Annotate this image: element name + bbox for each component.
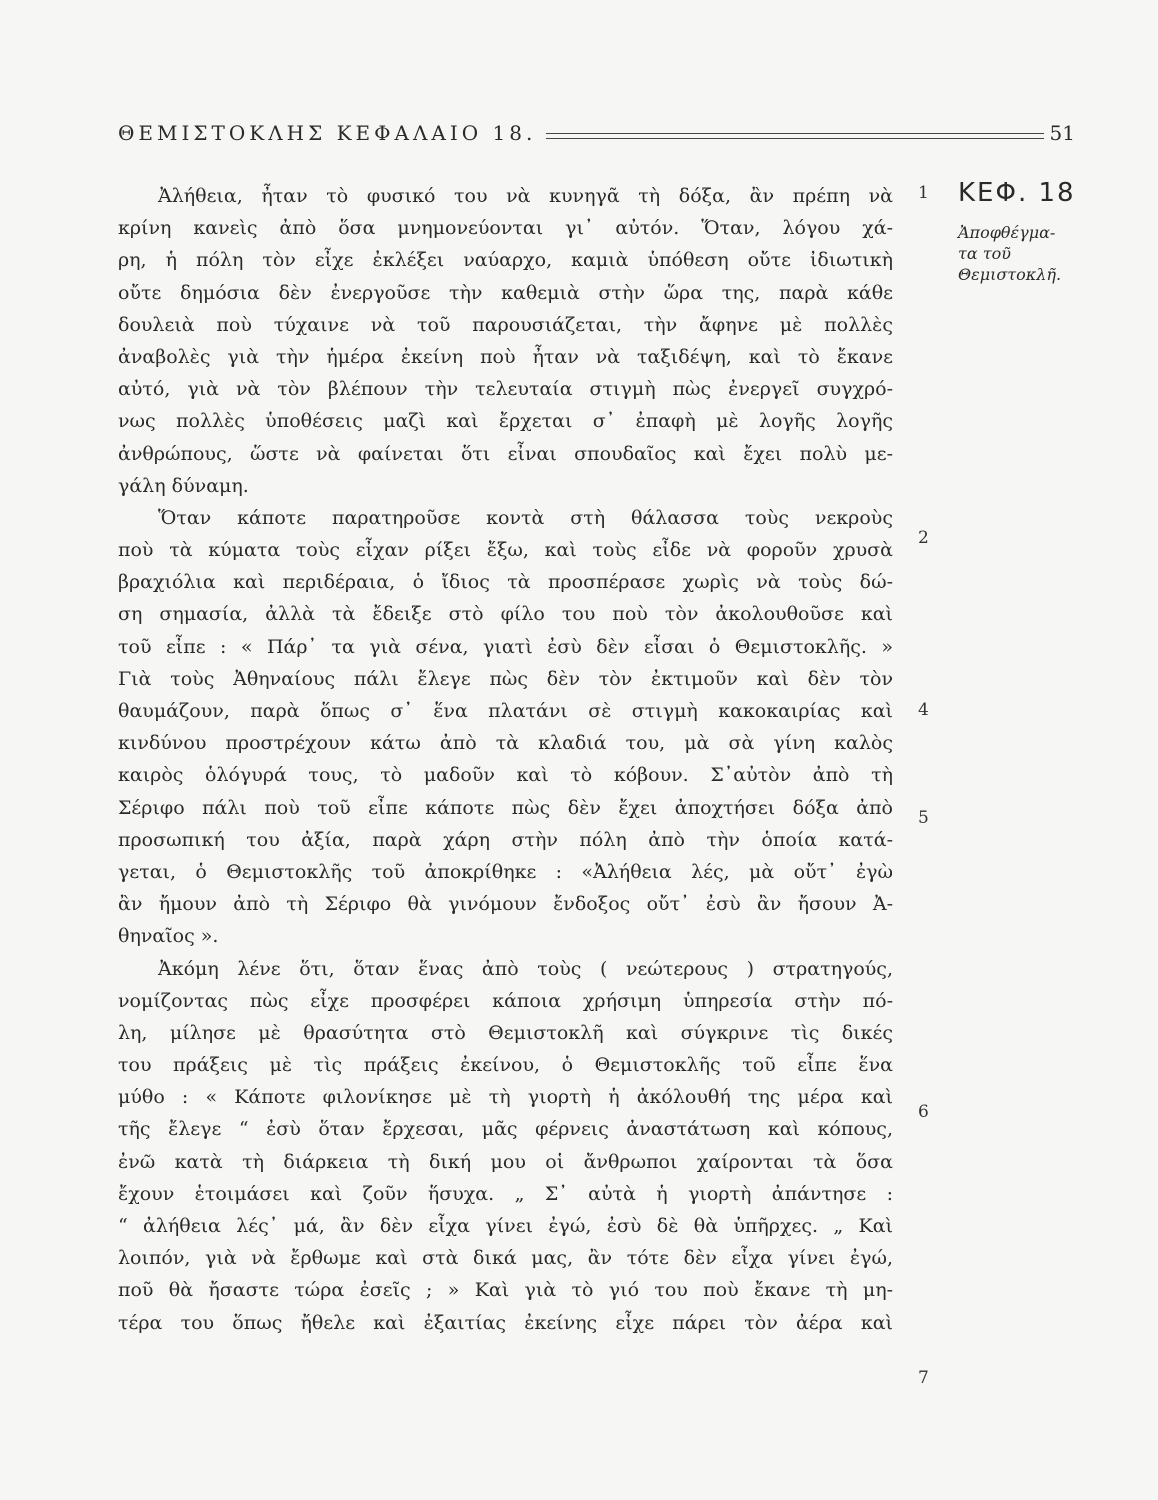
text-line: ἔχουν ἑτοιμάσει καὶ ζοῦν ἥσυχα. „ Σ᾽ αὐτὰ ἡ γιορτὴ ἀπάντησε : [118, 1182, 893, 1205]
text-line: γάλη δύναμη. [118, 474, 249, 497]
text-line: ποὺ τὰ κύματα τοὺς εἶχαν ρίξει ἔξω, καὶ τοὺς εἶδε νὰ φοροῦν χρυσὰ [118, 539, 893, 562]
text-line: γεται, ὁ Θεμιστοκλῆς τοῦ ἀποκρίθηκε : «Ἀλήθεια λές, μὰ οὔτ᾽ ἐγὼ [118, 860, 893, 883]
text-line: οὔτε δημόσια δὲν ἐνεργοῦσε τὴν καθεμιὰ στὴν ὥρα της, παρὰ κάθε [118, 281, 893, 304]
text-line: Ἀκόμη λένε ὅτι, ὅταν ἕνας ἀπὸ τοὺς ( νεώτερους ) στρατηγούς, [158, 957, 893, 980]
section-number: 4 [918, 700, 929, 720]
text-line: κρίνη κανεὶς ἀπὸ ὅσα μνημονεύονται γι᾽ αὐτόν. Ὅταν, λόγου χά- [118, 217, 893, 240]
margin-note [958, 222, 1128, 285]
text-line: ση σημασία, ἀλλὰ τὰ ἔδειξε στὸ φίλο του ποὺ τὸν ἀκολουθοῦσε καὶ [118, 603, 893, 626]
text-line: Ἀλήθεια, ἦταν τὸ φυσικό του νὰ κυνηγᾶ τὴ δόξα, ἂν πρέπη νὰ [158, 185, 893, 207]
running-title: ΘΕΜΙΣΤΟΚΛΗΣ ΚΕΦΑΛΑΙΟ 18. [118, 121, 537, 145]
text-line: θηναῖος ». [118, 925, 219, 948]
section-number: 1 [918, 183, 929, 203]
text-line: τέρα του ὅπως ἤθελε καὶ ἐξαιτίας ἐκείνης εἶχε πάρει τὸν ἀέρα καὶ [118, 1311, 893, 1334]
margin-sidebar [958, 178, 1128, 285]
text-line: καιρὸς ὁλόγυρά τους, τὸ μαδοῦν καὶ τὸ κόβουν. Σ᾽αὐτὸν ἀπὸ τὴ [118, 764, 893, 787]
margin-note-line: τα τοῦ [958, 244, 1011, 263]
text-line: μύθο : « Κάποτε φιλονίκησε μὲ τὴ γιορτὴ ἡ ἀκόλουθή της μέρα καὶ [118, 1086, 893, 1109]
text-line: νομίζοντας πὼς εἶχε προσφέρει κάποια χρήσιμη ὑπηρεσία στὴν πό- [118, 989, 893, 1012]
text-line: ἐνῶ κατὰ τὴ διάρκεια τὴ δική μου οἱ ἄνθρωποι χαίρονται τὰ ὅσα [118, 1150, 893, 1173]
text-line: θαυμάζουν, παρὰ ὅπως σ᾽ ἕνα πλατάνι σὲ στιγμὴ κακοκαιρίας καὶ [118, 700, 893, 722]
text-line: ἀνθρώπους, ὥστε νὰ φαίνεται ὅτι εἶναι σπουδαῖος καὶ ἔχει πολὺ με- [118, 442, 893, 465]
chapter-label: ΚΕΦ. 18 [958, 178, 1076, 208]
text-line: Ὅταν κάποτε παρατηροῦσε κοντὰ στὴ θάλασσα τοὺς νεκροὺς [158, 506, 893, 529]
text-line: ρη, ἡ πόλη τὸν εἶχε ἐκλέξει ναύαρχο, καμιὰ ὑπόθεση οὔτε ἰδιωτικὴ [118, 249, 893, 272]
margin-note-line: Ἀποφθέγμα- [958, 223, 1056, 242]
section-number: 7 [918, 1368, 929, 1388]
page-number: 51 [1049, 121, 1075, 145]
text-line: Σέριφο πάλι ποὺ τοῦ εἶπε κάποτε πὼς δὲν ἔχει ἀποχτήσει δόξα ἀπὸ [118, 796, 893, 819]
text-line: λοιπόν, γιὰ νὰ ἔρθωμε καὶ στὰ δικά μας, ἂν τότε δὲν εἶχα γίνει ἐγώ, [118, 1247, 893, 1270]
body-text [118, 180, 893, 1339]
text-line: προσωπική του ἀξία, παρὰ χάρη στὴν πόλη ἀπὸ τὴν ὁποία κατά- [118, 828, 893, 851]
section-number: 5 [918, 808, 929, 828]
text-line: ἂν ἤμουν ἀπὸ τὴ Σέριφο θὰ γινόμουν ἔνδοξος οὔτ᾽ ἐσὺ ἂν ἤσουν Ἀ- [118, 893, 893, 916]
running-header [118, 118, 1075, 148]
text-line: Γιὰ τοὺς Ἀθηναίους πάλι ἔλεγε πὼς δὲν τὸν ἐκτιμοῦν καὶ δὲν τὸν [118, 667, 893, 690]
text-line: ποῦ θὰ ἤσαστε τώρα ἐσεῖς ; » Καὶ γιὰ τὸ γιό του ποὺ ἔκανε τὴ μη- [118, 1279, 893, 1302]
text-line: βραχιόλια καὶ περιδέραια, ὁ ἴδιος τὰ προσπέρασε χωρὶς νὰ τοὺς δώ- [118, 571, 893, 594]
text-line: δουλειὰ ποὺ τύχαινε νὰ τοῦ παρουσιάζεται, τὴν ἄφηνε μὲ πολλὲς [118, 313, 893, 336]
text-line: νως πολλὲς ὑποθέσεις μαζὶ καὶ ἔρχεται σ᾽ ἐπαφὴ μὲ λογῆς λογῆς [118, 410, 893, 433]
text-line: ἀναβολὲς γιὰ τὴν ἡμέρα ἐκείνη ποὺ ἦταν νὰ ταξιδέψη, καὶ τὸ ἔκανε [118, 345, 893, 368]
text-line: κινδύνου προστρέχουν κάτω ἀπὸ τὰ κλαδιά του, μὰ σὰ γίνη καλὸς [118, 732, 893, 755]
text-line: λη, μίλησε μὲ θρασύτητα στὸ Θεμιστοκλῆ καὶ σύγκρινε τὶς δικές [118, 1021, 893, 1044]
section-number: 2 [918, 528, 929, 548]
text-line: του πράξεις μὲ τὶς πράξεις ἐκείνου, ὁ Θεμιστοκλῆς τοῦ εἶπε ἕνα [118, 1054, 893, 1077]
text-line: τοῦ εἶπε : « Πάρ᾽ τα γιὰ σένα, γιατὶ ἐσὺ δὲν εἶσαι ὁ Θεμιστοκλῆς. » [118, 635, 893, 658]
section-number: 6 [918, 1102, 929, 1122]
text-line: αὐτό, γιὰ νὰ τὸν βλέπουν τὴν τελευταία στιγμὴ πὼς ἐνεργεῖ συγχρό- [118, 378, 893, 401]
margin-note-line: Θεμιστοκλῆ. [958, 265, 1062, 284]
header-rule [546, 133, 1043, 139]
text-line: τῆς ἔλεγε “ ἐσὺ ὅταν ἔρχεσαι, μᾶς φέρνεις ἀναστάτωση καὶ κόπους, [118, 1118, 893, 1141]
text-line: “ ἀλήθεια λές᾽ μά, ἂν δὲν εἶχα γίνει ἐγώ, ἐσὺ δὲ θὰ ὑπῆρχες. „ Καὶ [118, 1215, 893, 1237]
